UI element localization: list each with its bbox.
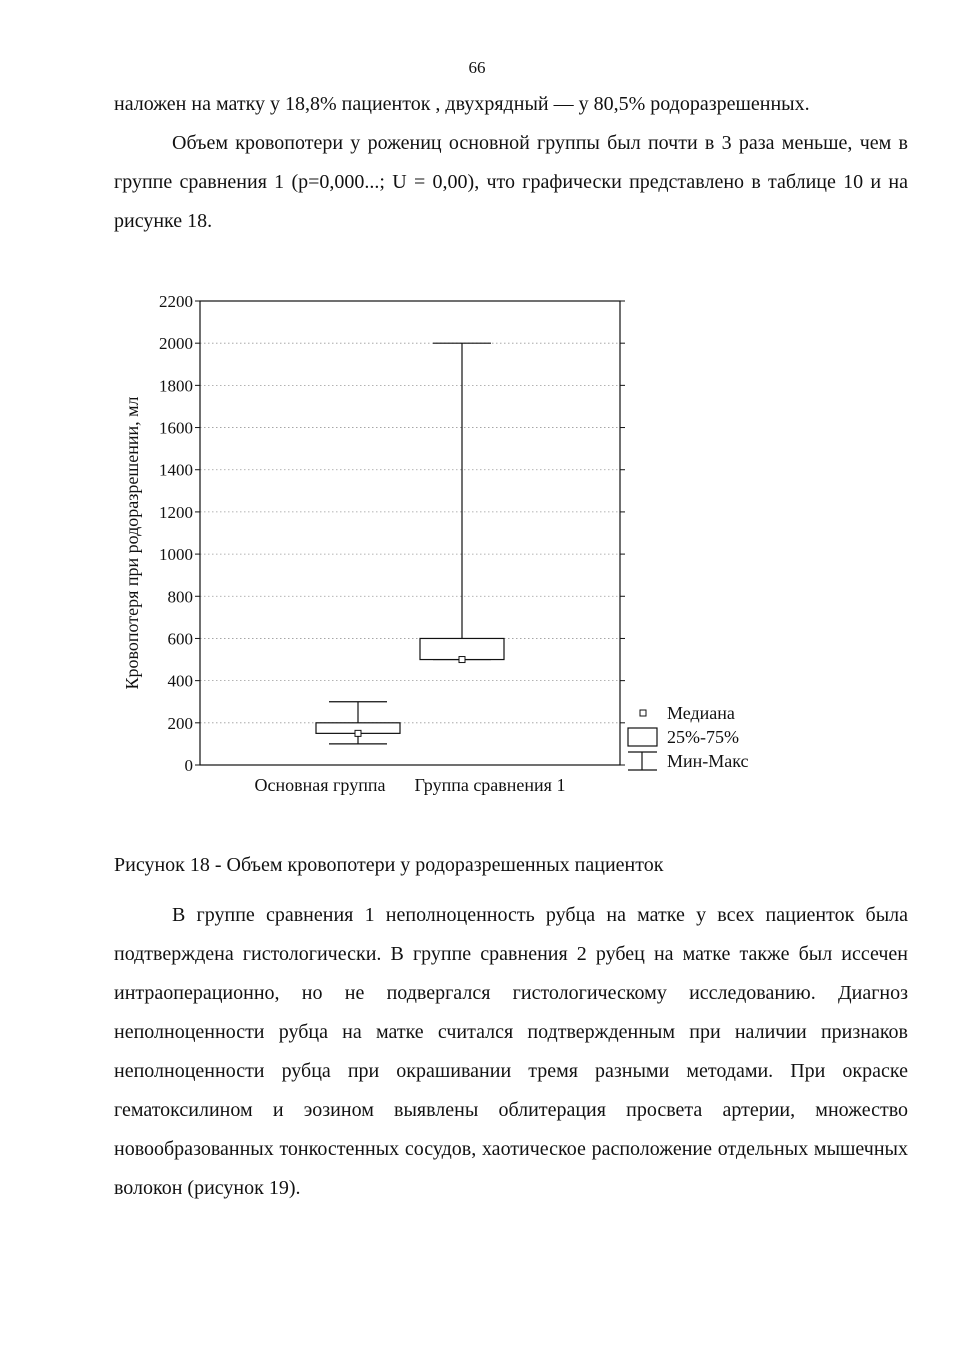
legend-median-marker bbox=[640, 710, 646, 716]
legend bbox=[628, 703, 749, 771]
legend-box-marker bbox=[628, 728, 657, 746]
grid-lines bbox=[200, 343, 620, 723]
box-group bbox=[420, 343, 504, 662]
y-axis-ticks bbox=[159, 292, 625, 775]
paragraph-continuation: наложен на матку у 18,8% пациенток , двухрядный — у 80,5% родоразрешенных. bbox=[114, 93, 810, 115]
y-tick-label: 1800 bbox=[159, 376, 193, 396]
plot-frame bbox=[200, 301, 620, 765]
x-category-label-comparison: Группа сравнения 1 bbox=[414, 775, 566, 795]
boxes bbox=[316, 343, 504, 744]
figure-caption: Рисунок 18 - Объем кровопотери у родоразрешенных пациенток bbox=[114, 854, 664, 876]
y-tick-label: 200 bbox=[167, 713, 193, 733]
box-group bbox=[316, 702, 400, 744]
legend-minmax-label: Мин-Макс bbox=[667, 751, 749, 771]
paragraph-histology: В группе сравнения 1 неполноценность рубца на матке у всех пациенток была подтверждена гистологически. В группе сравнения 2 рубец на матке также был иссечен интраоперационно, но не подвергался гистологическому исследованию. Диагноз неполноценности рубца на матке считался подтвержденным при наличии признаков неполноценности рубца при окрашивании тремя разными методами. При окраске гематоксилином и эозином выявлены облитерация просвета артерии, множество новообразованных тонкостенных сосудов, хаотическое расположение отдельных мышечных волокон (рисунок 19). bbox=[114, 904, 908, 1199]
legend-quartile-label: 25%-75% bbox=[667, 727, 739, 747]
y-tick-label: 400 bbox=[167, 671, 193, 691]
y-tick-label: 1000 bbox=[159, 545, 193, 565]
page-number: 66 bbox=[468, 58, 486, 77]
legend-whisker-marker bbox=[628, 752, 657, 770]
y-tick-label: 2000 bbox=[159, 334, 193, 354]
y-axis-label: Кровопотеря при родоразрешении, мл bbox=[122, 396, 142, 690]
median-marker bbox=[459, 657, 465, 663]
y-tick-label: 1400 bbox=[159, 460, 193, 480]
y-tick-label: 800 bbox=[167, 587, 193, 607]
legend-median-label: Медиана bbox=[667, 703, 735, 723]
y-tick-label: 1600 bbox=[159, 418, 193, 438]
y-tick-label: 2200 bbox=[159, 292, 193, 311]
y-tick-label: 600 bbox=[167, 629, 193, 649]
median-marker bbox=[355, 730, 361, 736]
y-tick-label: 0 bbox=[184, 756, 193, 775]
y-tick-label: 1200 bbox=[159, 502, 193, 522]
paragraph-blood-loss: Объем кровопотери у рожениц основной группы был почти в 3 раза меньше, чем в группе сравнения 1 (р=0,000...; U = 0,00), что графически представлено в таблице 10 и на рисунке 18. bbox=[114, 132, 908, 232]
x-category-label-main: Основная группа bbox=[254, 775, 386, 795]
